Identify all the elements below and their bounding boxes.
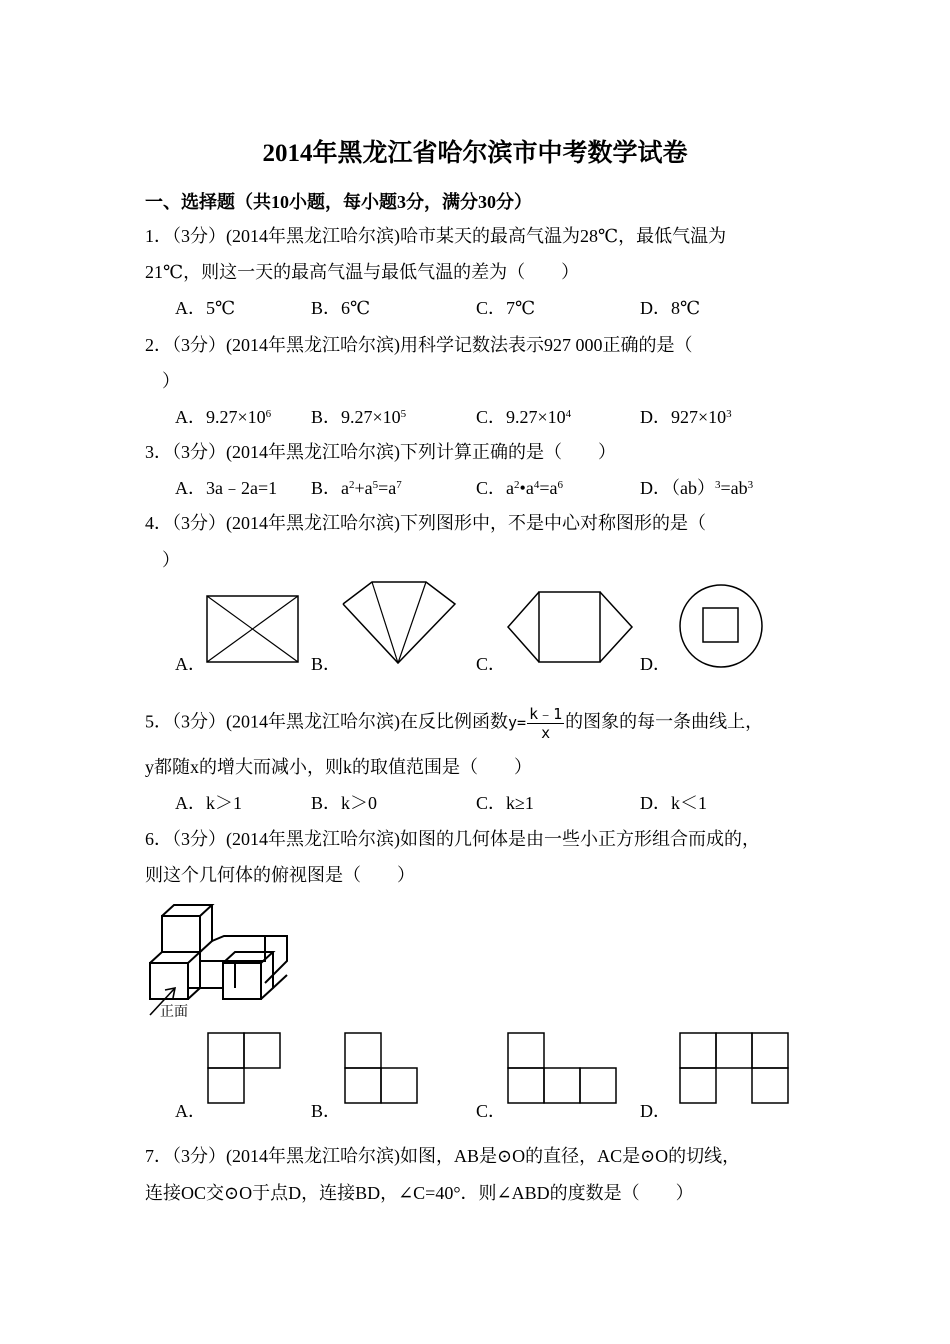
- q4-option-d-label: D．: [640, 654, 671, 674]
- q5-text-post: 的图象的每一条曲线上，: [565, 711, 764, 732]
- question-1-line-2: 21℃，则这一天的最高气温与最低气温的差为（ ）: [145, 262, 580, 282]
- q1-option-c: C．7℃: [476, 298, 536, 318]
- q5-function-fraction: [527, 705, 564, 742]
- question-2-line-2: ）: [162, 371, 180, 391]
- q4-option-c-label: C．: [476, 654, 507, 674]
- q6-figure-d: [679, 1032, 789, 1104]
- q1-option-d: D．8℃: [640, 298, 701, 318]
- q3-option-a: A．3a﹣2a=1: [175, 478, 278, 498]
- q6-option-a-label: A．: [175, 1101, 206, 1121]
- q6-option-b-label: B．: [311, 1101, 342, 1121]
- q5-fraction-denominator: x: [541, 724, 551, 742]
- question-4-line-1: 4．（3分）(2014年黑龙江哈尔滨)下列图形中，不是中心对称图形的是（: [145, 513, 706, 533]
- question-3-line-1: 3．（3分）(2014年黑龙江哈尔滨)下列计算正确的是（ ）: [145, 442, 616, 462]
- question-5-line-1: [145, 705, 763, 742]
- question-6-line-1: 6．（3分）(2014年黑龙江哈尔滨)如图的几何体是由一些小正方形组合而成的，: [145, 829, 760, 849]
- question-5-line-2: y都随x的增大而减小，则k的取值范围是（ ）: [145, 757, 532, 777]
- q6-figure-b: [344, 1032, 418, 1104]
- q3-option-c: C．$a^2•a^4=a^6$: [476, 478, 563, 498]
- q5-option-c: C．k≥1: [476, 793, 534, 813]
- question-2-line-1: 2．（3分）(2014年黑龙江哈尔滨)用科学记数法表示927 000正确的是（: [145, 335, 693, 355]
- q6-figure-a: [207, 1032, 281, 1104]
- q6-figure-c: [507, 1032, 617, 1104]
- q5-function-lhs: y=: [508, 713, 527, 732]
- q2-option-d: D．$927\times 10^3$: [640, 407, 732, 427]
- question-6-line-2: 则这个几何体的俯视图是（ ）: [145, 865, 415, 885]
- q5-option-a: A．k＞1: [175, 793, 242, 813]
- page-title: 2014年黑龙江省哈尔滨市中考数学试卷: [262, 140, 688, 167]
- q6-front-label: 正面: [160, 1004, 188, 1020]
- question-4-line-2: ）: [162, 550, 180, 570]
- q6-solid-figure: [145, 903, 295, 1023]
- section-heading: 一、选择题（共10小题，每小题3分，满分30分）: [145, 192, 532, 212]
- question-7-line-2: 连接OC交⊙O于点D，连接BD，∠C=40°．则∠ABD的度数是（ ）: [145, 1183, 694, 1203]
- q2-option-c: C．$9.27\times 10^4$: [476, 407, 572, 427]
- q1-option-b: B．6℃: [311, 298, 371, 318]
- q4-option-a-label: A．: [175, 654, 206, 674]
- q3-option-b: B．$a^2+a^5=a^7$: [311, 478, 402, 498]
- q4-figure-d: [678, 583, 764, 669]
- q6-option-d-label: D．: [640, 1101, 671, 1121]
- q4-option-b-label: B．: [311, 654, 342, 674]
- q4-figure-c: [506, 590, 634, 664]
- q2-option-b: B．$9.27\times 10^5$: [311, 407, 407, 427]
- q5-option-d: D．k＜1: [640, 793, 707, 813]
- q4-figure-a: [206, 595, 300, 663]
- q6-option-c-label: C．: [476, 1101, 507, 1121]
- q4-figure-b: [342, 580, 456, 664]
- question-7-line-1: 7．（3分）(2014年黑龙江哈尔滨)如图，AB是⊙O的直径，AC是⊙O的切线，: [145, 1146, 741, 1166]
- q5-text-pre: 5．（3分）(2014年黑龙江哈尔滨)在反比例函数: [145, 711, 508, 732]
- q2-option-a: A．$9.27\times 10^6$: [175, 407, 272, 427]
- q5-option-b: B．k＞0: [311, 793, 378, 813]
- q3-option-d: D．$(ab)^3=ab^3$: [640, 478, 754, 498]
- q5-fraction-numerator: k﹣1: [529, 705, 563, 723]
- question-1-line-1: 1．（3分）(2014年黑龙江哈尔滨)哈市某天的最高气温为28℃，最低气温为: [145, 226, 727, 246]
- q1-option-a: A．5℃: [175, 298, 236, 318]
